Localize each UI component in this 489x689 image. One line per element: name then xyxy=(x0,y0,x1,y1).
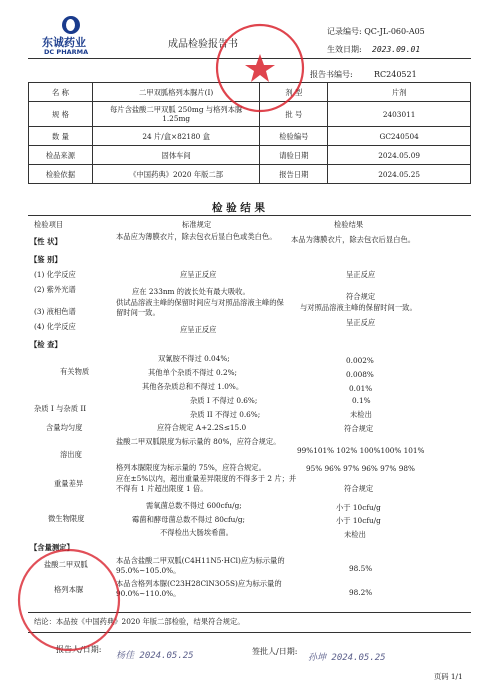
dissolution-standard-2: 格列本脲限度为标示量的 75%，应符合规定。 xyxy=(116,463,266,472)
micro-3-standard: 不得检出大肠埃希菌。 xyxy=(160,528,233,537)
micro-1-result: 小于 10cfu/g xyxy=(336,503,381,512)
batch-value: 2403011 xyxy=(328,102,471,127)
related-1-standard: 双氰胺不得过 0.04%; xyxy=(158,354,230,363)
ident-1-item: (1) 化学反应 xyxy=(34,270,76,279)
impurity-1-standard: 杂质 I 不得过 0.6%; xyxy=(190,396,258,405)
ident-4-item: (4) 化学反应 xyxy=(34,322,76,331)
character-standard: 本品应为薄膜衣片，除去包衣后显白色或类白色。 xyxy=(116,232,277,241)
company-name-cn: 东诚药业 xyxy=(42,36,86,49)
impurity-2-result: 未检出 xyxy=(350,410,372,419)
weight-variation-standard: 应在±5%以内，超出重量差异限度的不得多于 2 片；并不得有 1 片超出限度 1 倍。 xyxy=(116,474,297,493)
ident-2-standard: 应在 233nm 的波长处有最大吸收。 xyxy=(132,287,250,296)
quantity-value: 24 片/盒×82180 盒 xyxy=(92,127,260,146)
table-row xyxy=(29,146,471,165)
test-number-label: 检验编号 xyxy=(260,127,328,146)
assay-2-item: 格列本脲 xyxy=(54,585,84,594)
test-number-value: GC240504 xyxy=(328,127,471,146)
column-item-header: 检验项目 xyxy=(34,220,64,229)
table-row xyxy=(29,165,471,184)
spec-value: 每片含盐酸二甲双胍 250mg 与格列本脲 1.25mg xyxy=(92,102,260,127)
uniformity-standard: 应符合规定 A+2.2S≤15.0 xyxy=(157,423,247,432)
ident-1-result: 呈正反应 xyxy=(346,270,376,279)
page-number: 页码 1/1 xyxy=(434,672,463,681)
assay-1-result: 98.5% xyxy=(349,564,373,573)
section-character: 【性 状】 xyxy=(30,237,62,246)
conclusion: 结论：本品按《中国药典》2020 年版二部检验，结果符合规定。 xyxy=(34,617,245,626)
micro-2-standard: 霉菌和酵母菌总数不得过 80cfu/g; xyxy=(132,515,245,524)
record-number: 记录编号: QC-JL-060-A05 xyxy=(327,27,425,36)
dissolution-standard: 盐酸二甲双胍限度为标示量的 80%，应符合规定。 xyxy=(116,437,281,446)
source-label: 检品来源 xyxy=(29,146,93,165)
form-value: 片剂 xyxy=(328,83,471,102)
name-label: 名 称 xyxy=(29,83,93,102)
dissolution-result-2: 95% 96% 97% 96% 97% 98% xyxy=(306,464,415,473)
assay-2-result: 98.2% xyxy=(349,588,373,597)
effective-date: 2023.09.01 xyxy=(372,45,421,54)
ident-2-result: 符合规定 xyxy=(346,292,376,301)
microbial-limit-label: 微生物限度 xyxy=(48,514,85,523)
company-logo xyxy=(62,16,80,34)
impurity-label: 杂质 I 与杂质 II xyxy=(34,404,87,413)
inspection-seal-stamp xyxy=(14,545,124,655)
assay-2-standard: 本品含格列本脲(C23H28ClN3O5S)应为标示量的 90.0%~110.0%。 xyxy=(116,579,282,598)
spec-label: 规 格 xyxy=(29,102,93,127)
micro-3-result: 未检出 xyxy=(344,530,366,539)
request-date-label: 请验日期 xyxy=(260,146,328,165)
basis-label: 检验依据 xyxy=(29,165,93,184)
section-identification: 【鉴 别】 xyxy=(30,255,62,264)
section-assay: 【含量测定】 xyxy=(30,543,74,552)
uniformity-result: 符合规定 xyxy=(344,424,374,433)
uniformity-label: 含量均匀度 xyxy=(46,423,83,432)
reviewer-signature: 孙坤 2024.05.25 xyxy=(308,653,386,663)
table-row xyxy=(29,127,471,146)
source-value: 固体车间 xyxy=(92,146,260,165)
impurity-2-standard: 杂质 II 不得过 0.6%; xyxy=(190,410,261,419)
document-title: 成品检验报告书 xyxy=(168,39,238,50)
section-inspection: 【检 查】 xyxy=(30,340,62,349)
ident-3-item: (3) 液相色谱 xyxy=(34,307,76,316)
results-title: 检 验 结 果 xyxy=(212,202,265,214)
name-value: 二甲双胍格列本脲片(I) xyxy=(92,83,260,102)
weight-variation-label: 重量差异 xyxy=(54,479,84,488)
effective-date-label: 生效日期: xyxy=(327,45,362,54)
report-number-label: 报告书编号: xyxy=(310,70,353,79)
ident-4-result: 呈正反应 xyxy=(346,318,376,327)
ident-4-standard: 应呈正反应 xyxy=(180,325,217,334)
related-substances-label: 有关物质 xyxy=(60,367,90,376)
character-result: 本品为薄膜衣片，除去包衣后显白色。 xyxy=(291,235,416,244)
column-standard-header: 标准规定 xyxy=(182,220,212,229)
quantity-label: 数 量 xyxy=(29,127,93,146)
related-3-result: 0.01% xyxy=(349,384,373,393)
batch-label: 批 号 xyxy=(260,102,328,127)
ident-3-standard: 供试品溶液主峰的保留时间应与对照品溶液主峰的保留时间一致。 xyxy=(116,298,284,317)
dissolution-label: 溶出度 xyxy=(60,450,82,459)
results-divider xyxy=(28,215,471,216)
ident-1-standard: 应呈正反应 xyxy=(180,270,217,279)
micro-1-standard: 需氧菌总数不得过 600cfu/g; xyxy=(146,501,242,510)
assay-1-item: 盐酸二甲双胍 xyxy=(44,560,88,569)
related-2-standard: 其他单个杂质不得过 0.2%; xyxy=(148,368,237,377)
report-number: RC240521 xyxy=(374,70,417,79)
impurity-1-result: 0.1% xyxy=(352,396,371,405)
related-2-result: 0.008% xyxy=(346,370,374,379)
request-date-value: 2024.05.09 xyxy=(328,146,471,165)
quality-seal-stamp xyxy=(212,20,308,116)
dissolution-result: 99%101% 102% 100%100% 101% xyxy=(297,446,425,455)
basis-value: 《中国药典》2020 年版二部 xyxy=(92,165,260,184)
reporter-signature: 杨佳 2024.05.25 xyxy=(116,651,194,661)
weight-variation-result: 符合规定 xyxy=(344,484,374,493)
reviewer-label: 签批人/日期: xyxy=(252,647,298,656)
report-date-value: 2024.05.25 xyxy=(328,165,471,184)
reporter-label: 报告人/日期: xyxy=(56,645,102,654)
micro-2-result: 小于 10cfu/g xyxy=(336,516,381,525)
related-1-result: 0.002% xyxy=(346,356,374,365)
ident-3-result: 与对照品溶液主峰的保留时间一致。 xyxy=(300,303,417,312)
related-3-standard: 其他各杂质总和不得过 1.0%。 xyxy=(142,382,244,391)
ident-2-item: (2) 紫外光谱 xyxy=(34,285,76,294)
assay-1-standard: 本品含盐酸二甲双胍(C4H11N5·HCl)应为标示量的 95.0%~105.0%。 xyxy=(116,556,285,575)
report-date-label: 报告日期 xyxy=(260,165,328,184)
company-name-en: DC PHARMA xyxy=(44,48,89,56)
column-result-header: 检验结果 xyxy=(334,220,364,229)
form-label: 剂 型 xyxy=(260,83,328,102)
